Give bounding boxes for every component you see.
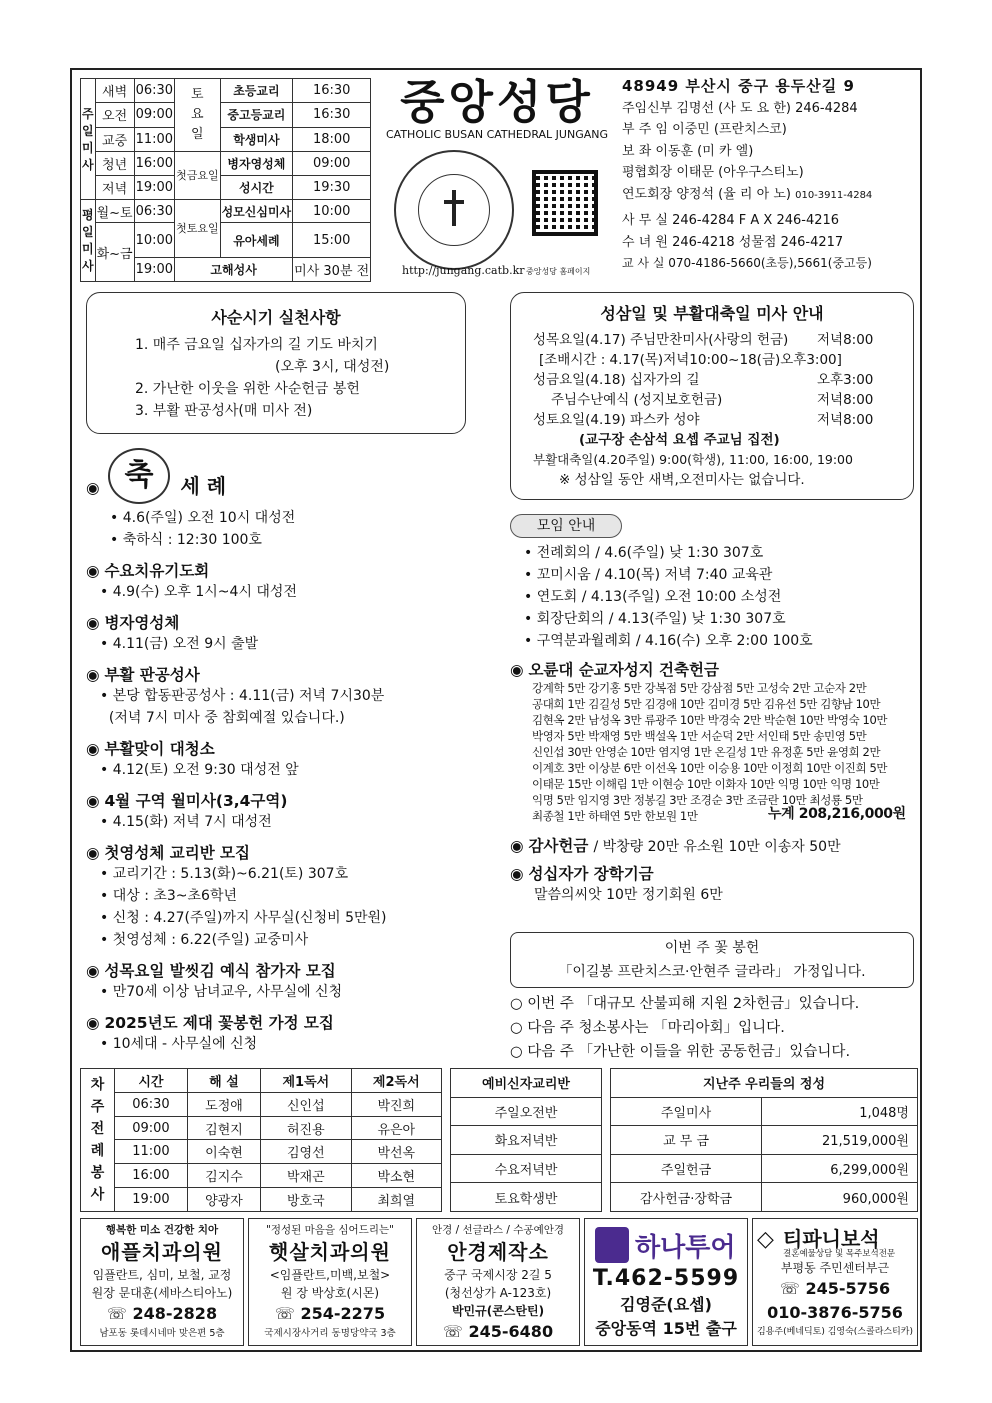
meeting-item: • 전례회의 / 4.6(주일) 낮 1:30 307호 — [524, 545, 764, 561]
mass-cell: 학생미사 — [220, 127, 293, 151]
holy-week-box — [510, 292, 914, 500]
ad-phone: ☏ 245-6480 — [442, 1322, 554, 1341]
meeting-item: • 연도회 / 4.13(주일) 오전 10:00 소성전 — [524, 589, 782, 605]
section-title: ◉ 병자영성체 — [86, 611, 496, 633]
meeting-item: • 구역분과월례회 / 4.16(수) 오후 2:00 100호 — [524, 633, 813, 649]
ad-text: 박민규(콘스탄틴) — [451, 1304, 545, 1318]
section-title: ◉ 감사헌금 — [510, 837, 588, 855]
cell: 09:00 — [115, 1116, 188, 1140]
ad-text: (청선상가 A-123호) — [444, 1286, 552, 1300]
address: 48949 부산시 중구 용두산길 9 — [622, 77, 855, 95]
notice-item: ○ 다음 주 「가난한 이들을 위한 공동헌금」있습니다. — [510, 1044, 851, 1060]
holy-time: 저녁8:00 — [817, 392, 874, 408]
section-title: ◉ 수요치유기도회 — [86, 559, 496, 581]
ad-phone: T.462-5599 — [592, 1266, 740, 1291]
donor-line: 이계호 3만 이상분 6만 이선옥 10만 이승용 10만 이정희 10만 이진희 5만 — [532, 761, 888, 775]
staff-line: 주임신부 김명선 (사 도 요 한) 246-4284 — [622, 100, 858, 116]
section-title: ◉ 부활 판공성사 — [86, 663, 496, 685]
table-row — [81, 1140, 442, 1164]
lent-practice-box — [86, 292, 466, 434]
mass-cell: 19:00 — [134, 175, 174, 199]
cell: 양광자 — [187, 1188, 260, 1212]
holy-row: 주님수난예식 (성지보호헌금) — [551, 392, 723, 408]
table-row — [81, 1188, 442, 1212]
thanks-text: / 박창량 20만 유소원 10만 이송자 50만 — [593, 839, 841, 855]
section-item: (저녁 7시 미사 중 참회예절 있습니다.) — [100, 710, 345, 726]
table-header: 해 설 — [187, 1069, 260, 1093]
holy-row: 부활대축일(4.20주일) 9:00(학생), 11:00, 16:00, 19:00 — [533, 452, 853, 467]
cell: 교 무 금 — [611, 1126, 762, 1155]
tiffany-logo — [753, 1223, 917, 1259]
ad-phone: ☏ 245-5756 — [779, 1279, 891, 1298]
cell: 06:30 — [115, 1092, 188, 1116]
lent-line: (오후 3시, 대성전) — [275, 359, 390, 375]
mass-cell: 교중 — [95, 127, 134, 151]
cell: 허진용 — [261, 1116, 351, 1140]
cell: 주일헌금 — [611, 1154, 762, 1183]
cell: 6,299,000원 — [762, 1154, 918, 1183]
table-header: 제2독서 — [351, 1069, 441, 1093]
cell: 박선옥 — [351, 1140, 441, 1164]
mass-cell: 월~토 — [95, 199, 134, 223]
section-item: • 축하식 : 12:30 100호 — [110, 532, 262, 548]
donor-line: 신인섭 30만 안영순 10만 염지영 1만 온길성 1만 유정훈 5만 윤영희 2만 — [532, 745, 881, 759]
holy-row: 성금요일(4.18) 십자가의 길 — [533, 372, 700, 388]
liturgy-serving-table — [80, 1068, 442, 1212]
section-item: • 신청 : 4.27(주일)까지 사무실(신청비 5만원) — [100, 910, 387, 926]
donor-line: 김현옥 2만 남성옥 3만 류광주 10만 박경숙 2만 박순현 10만 박영숙 10만 — [532, 713, 888, 727]
ad-text: 결혼예물상담 및 목주보석전문 — [783, 1249, 896, 1259]
congratulations-icon: 축 — [108, 448, 170, 504]
lent-line: 2. 가난한 이웃을 위한 사순헌금 봉헌 — [135, 381, 360, 397]
ad-text: 원장 문대훈(세바스티아노) — [91, 1286, 233, 1300]
ad-name: 하나투어 — [635, 1233, 736, 1263]
meetings-list — [524, 542, 914, 652]
section-item: • 4.15(화) 저녁 7시 대성전 — [100, 814, 272, 830]
class-cell: 주일오전반 — [451, 1097, 602, 1126]
diamond-icon: ◇ — [757, 1227, 774, 1252]
mass-cell: 06:30 — [134, 199, 174, 223]
cell: 신인섭 — [261, 1092, 351, 1116]
cell: 김지수 — [187, 1164, 260, 1188]
cell: 960,000원 — [762, 1183, 918, 1212]
meetings-tag: 모임 안내 — [510, 514, 622, 538]
contact-line: 사 무 실 246-4284 F A X 246-4216 — [622, 213, 840, 228]
section-title: ◉ 세 례 — [86, 470, 496, 499]
confession-time: 미사 30분 전 — [293, 258, 371, 282]
church-name: 중앙성당 — [400, 75, 594, 129]
section-item: • 4.6(주일) 오전 10시 대성전 — [110, 510, 296, 526]
donor-line: 최종철 1만 하태연 5만 한보원 1만 — [532, 809, 698, 823]
ad-name: 애플치과의원 — [101, 1240, 223, 1264]
ad-name: 안경제작소 — [447, 1240, 549, 1264]
section-title: ◉ 첫영성체 교리반 모집 — [86, 841, 496, 863]
class-cell: 수요저녁반 — [451, 1154, 602, 1183]
section-item: • 교리기간 : 5.13(화)~6.21(토) 307호 — [100, 866, 349, 882]
oryundae-donation — [510, 658, 918, 906]
holy-title: 성삼일 및 부활대축일 미사 안내 — [600, 304, 824, 323]
section-item: • 만70세 이상 남녀교우, 사무실에 신청 — [100, 984, 343, 1000]
ad-text: 임플란트, 심미, 보철, 교정 — [92, 1268, 232, 1282]
cell: 주일미사 — [611, 1097, 762, 1126]
cell: 이숙현 — [187, 1140, 260, 1164]
church-info — [622, 76, 918, 275]
section-item: • 10세대 - 사무실에 신청 — [100, 1036, 258, 1052]
table-row — [81, 1164, 442, 1188]
cell: 19:00 — [115, 1188, 188, 1212]
cross-icon — [444, 190, 464, 226]
mass-cell: 성시간 — [220, 175, 293, 199]
donor-line: 익명 5만 임지영 3만 정봉길 3만 조경순 3만 조금란 10만 최성룡 5만 — [532, 793, 863, 807]
staff-phone: 010-3911-4284 — [795, 189, 873, 201]
staff-line: 보 좌 이동훈 (미 카 엘) — [622, 143, 754, 159]
donor-line: 공대희 1만 김길성 5만 김경애 10만 김미경 5만 김유선 5만 김향남 10만 — [532, 697, 881, 711]
section-item: • 4.9(수) 오후 1시~4시 대성전 — [100, 584, 297, 600]
sunday-mass-label: 주일 미사 — [81, 79, 96, 200]
staff-line: 평협회장 이태문 (아우구스티노) — [622, 165, 804, 180]
qr-code-icon[interactable] — [532, 170, 598, 236]
table-row — [611, 1097, 918, 1126]
section-title: ◉ 성십자가 장학기금 — [510, 862, 918, 884]
holy-row: (교구장 손삼석 요셉 주교님 집전) — [579, 432, 780, 448]
holy-row: 성토요일(4.19) 파스카 성야 — [533, 412, 700, 428]
staff-name: 연도회장 양정석 (율 리 아 노) — [622, 186, 791, 202]
meeting-item: • 회장단회의 / 4.13(주일) 낮 1:30 307호 — [524, 611, 786, 627]
table-header: 지난주 우리들의 정성 — [611, 1069, 918, 1098]
table-header: 예비신자교리반 — [451, 1069, 602, 1098]
cell: 16:00 — [115, 1164, 188, 1188]
church-name-en: CATHOLIC BUSAN CATHEDRAL JUNGANG — [385, 128, 609, 141]
table-row — [81, 1092, 442, 1116]
mass-cell: 15:00 — [293, 223, 371, 258]
lent-line: 3. 부활 판공성사(매 미사 전) — [135, 403, 313, 419]
confession-label: 고해성사 — [175, 258, 293, 282]
ad-phone: ☏ 248-2828 — [106, 1304, 218, 1323]
mass-cell: 19:30 — [293, 175, 371, 199]
table-row — [611, 1183, 918, 1212]
section-title: ◉ 부활맞이 대청소 — [86, 737, 496, 759]
ad-name: 햇살치과의원 — [269, 1240, 391, 1264]
table-header: 시간 — [115, 1069, 188, 1093]
catechumen-class-table — [450, 1068, 602, 1212]
cell: 유은아 — [351, 1116, 441, 1140]
cell: 박재곤 — [261, 1164, 351, 1188]
ad-text: 중앙동역 15번 출구 — [595, 1319, 737, 1338]
section-title: ◉ 오륜대 순교자성지 건축헌금 — [510, 658, 918, 680]
holy-row: [조배시간 : 4.17(목)저녁10:00~18(금)오후3:00] — [539, 352, 842, 368]
cell: 박소현 — [351, 1164, 441, 1188]
cell: 방호국 — [261, 1188, 351, 1212]
church-title — [382, 76, 612, 142]
mass-cell: 오전 — [95, 103, 134, 127]
holy-time: 저녁8:00 — [817, 332, 874, 348]
hanatour-icon — [595, 1227, 629, 1263]
donor-line: 강계학 5만 강기홍 5만 강복점 5만 강삼점 5만 고성숙 2만 고순자 2만 — [532, 681, 867, 695]
mass-cell: 16:30 — [293, 79, 371, 103]
mass-cell: 06:30 — [134, 79, 174, 103]
mass-cell: 16:30 — [293, 103, 371, 127]
section-item: • 4.12(토) 오전 9:30 대성전 앞 — [100, 762, 299, 778]
left-announcements — [86, 470, 496, 1055]
holy-row: ※ 성삼일 동안 새벽,오전미사는 없습니다. — [559, 472, 805, 488]
cell: 박진희 — [351, 1092, 441, 1116]
first-saturday-label: 첫토요일 — [175, 199, 221, 258]
cathedral-seal-logo — [394, 150, 514, 270]
ad-text: 원 장 박상호(시몬) — [280, 1286, 380, 1300]
notices — [510, 992, 918, 1064]
mass-cell: 10:00 — [293, 199, 371, 223]
table-row — [611, 1126, 918, 1155]
mass-cell: 11:00 — [134, 127, 174, 151]
table-header: 제1독서 — [261, 1069, 351, 1093]
offering-stats-table — [610, 1068, 918, 1212]
ad-text: "정성된 마음을 심어드리는" — [266, 1224, 394, 1236]
mass-cell: 유아세례 — [220, 223, 293, 258]
section-item: • 대상 : 초3~초6학년 — [100, 888, 238, 904]
mass-cell: 16:00 — [134, 151, 174, 175]
donation-total: 누계 208,216,000원 — [768, 806, 906, 822]
cell: 김현지 — [187, 1116, 260, 1140]
first-friday-label: 첫금요일 — [175, 151, 221, 199]
mass-cell: 18:00 — [293, 127, 371, 151]
ad-name: 티파니보석 — [783, 1227, 880, 1251]
ad-glasses — [416, 1218, 580, 1346]
ad-phone: 010-3876-5756 — [767, 1303, 903, 1322]
weekday-mass-label: 평일 미사 — [81, 199, 96, 281]
holy-row: 성목요일(4.17) 주님만찬미사(사랑의 헌금) — [533, 332, 789, 348]
mass-cell: 초등교리 — [220, 79, 293, 103]
staff-line — [622, 184, 918, 207]
table-row — [611, 1154, 918, 1183]
cell: 1,048명 — [762, 1097, 918, 1126]
staff-line: 부 주 임 이중민 (프란치스코) — [622, 122, 787, 137]
ad-sunshine-dental — [248, 1218, 412, 1346]
donor-line: 이태문 15만 이해림 1만 이현승 10만 이화자 10만 익명 10만 익명 10만 — [532, 777, 880, 791]
class-cell: 토요학생반 — [451, 1183, 602, 1212]
flower-offering-box — [510, 932, 914, 988]
table-row — [81, 1116, 442, 1140]
cell: 11:00 — [115, 1140, 188, 1164]
ad-text: 중구 국제시장 2길 5 — [444, 1268, 552, 1282]
ad-hanatour — [584, 1218, 748, 1346]
mass-cell: 청년 — [95, 151, 134, 175]
thanks-offering — [510, 834, 918, 858]
ad-text: 남포동 롯데시네마 맞은편 5층 — [99, 1328, 225, 1339]
section-item: • 4.11(금) 오전 9시 출발 — [100, 636, 259, 652]
section-title: ◉ 2025년도 제대 꽃봉헌 가정 모집 — [86, 1011, 496, 1033]
ad-text: 김영준(요셉) — [620, 1295, 712, 1314]
saturday-label: 토 요 일 — [175, 79, 221, 152]
holy-time: 저녁8:00 — [817, 412, 874, 428]
hanatour-logo — [585, 1225, 747, 1265]
cross-fund-text: 말씀의씨앗 10만 정기회원 6만 — [534, 887, 723, 903]
bulletin-page — [70, 68, 922, 1352]
cell: 최희열 — [351, 1188, 441, 1212]
section-item: • 본당 합동판공성사 : 4.11(금) 저녁 7시30분 — [100, 688, 385, 704]
lent-title: 사순시기 실천사항 — [211, 308, 341, 327]
meeting-item: • 꼬미시움 / 4.10(목) 저녁 7:40 교육관 — [524, 567, 773, 583]
mass-cell: 새벽 — [95, 79, 134, 103]
section-item: • 첫영성체 : 6.22(주일) 교중미사 — [100, 932, 309, 948]
section-title: ◉ 성목요일 발씻김 예식 참가자 모집 — [86, 959, 496, 981]
holy-time: 오후3:00 — [817, 372, 874, 388]
flower-title: 이번 주 꽃 봉헌 — [664, 940, 760, 956]
ad-text: 국제시장사거리 동명당약국 3층 — [264, 1328, 396, 1339]
mass-cell: 09:00 — [134, 103, 174, 127]
mass-cell: 병자영성체 — [220, 151, 293, 175]
ad-text: 김용주(베네딕토) 김영숙(스콜라스티카) — [756, 1327, 913, 1337]
lent-line: 1. 매주 금요일 십자가의 길 기도 바치기 — [135, 337, 378, 353]
mass-cell: 19:00 — [134, 258, 174, 282]
cell: 21,519,000원 — [762, 1126, 918, 1155]
notice-item: ○ 다음 주 청소봉사는 「마리아회」입니다. — [510, 1020, 785, 1036]
cell: 감사헌금·장학금 — [611, 1183, 762, 1212]
ad-apple-dental — [80, 1218, 244, 1346]
cell: 김영선 — [261, 1140, 351, 1164]
mass-cell: 화~금 — [95, 223, 134, 282]
contact-line: 수 녀 원 246-4218 성물점 246-4217 — [622, 234, 844, 250]
class-cell: 화요저녁반 — [451, 1126, 602, 1155]
mass-cell: 성모신심미사 — [220, 199, 293, 223]
ad-phone: ☏ 254-2275 — [274, 1304, 386, 1323]
mass-cell: 09:00 — [293, 151, 371, 175]
ad-text: 행복한 미소 건강한 치아 — [105, 1224, 219, 1236]
flower-text: 「이길봉 프란치스코·안현주 글라라」 가정입니다. — [558, 964, 866, 980]
mass-schedule-table — [80, 78, 368, 282]
ad-text: 부평동 주민센터부근 — [780, 1261, 890, 1275]
qr-label: 중앙성당 홈페이지 — [526, 267, 591, 276]
notice-item: ○ 이번 주 「대규모 산불피해 지원 2차헌금」있습니다. — [510, 996, 860, 1012]
section-title: ◉ 4월 구역 월미사(3,4구역) — [86, 789, 496, 811]
ad-tiffany-jewelry — [752, 1218, 918, 1346]
ad-text: 안경 / 선글라스 / 수공예안경 — [432, 1224, 564, 1236]
mass-cell: 중고등교리 — [220, 103, 293, 127]
serving-label: 차 주 전 례 봉 사 — [81, 1069, 115, 1212]
donor-line: 박영자 5만 박재영 5만 백설옥 1만 서순덕 2만 서인태 5만 송민영 5만 — [532, 729, 867, 743]
cell: 도정애 — [187, 1092, 260, 1116]
contact-line: 교 사 실 070-4186-5660(초등),5661(중고등) — [622, 256, 872, 270]
ad-text: <임플란트,미백,보철> — [269, 1268, 391, 1282]
mass-cell: 10:00 — [134, 223, 174, 258]
mass-cell: 저녁 — [95, 175, 134, 199]
homepage-url[interactable]: http://jungang.catb.kr — [402, 264, 525, 277]
